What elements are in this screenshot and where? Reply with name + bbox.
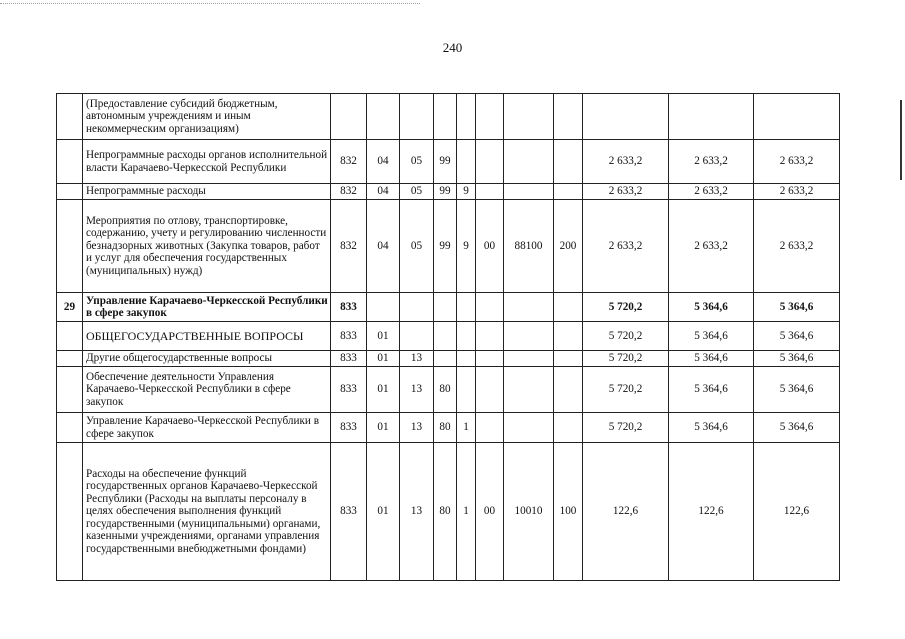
sum-year-1: 5 720,2 [583, 322, 669, 351]
target-code-4 [504, 322, 554, 351]
sum-year-1: 5 720,2 [583, 351, 669, 367]
row-number [57, 413, 83, 443]
expense-type-code [554, 293, 583, 322]
subsection-code: 13 [400, 413, 434, 443]
row-description: (Предоставление субсидий бюджетным, автономным учреждениям и иным некоммерческим организациям) [83, 94, 331, 140]
sum-year-2: 5 364,6 [669, 322, 754, 351]
sum-year-2: 2 633,2 [669, 184, 754, 200]
row-number [57, 367, 83, 413]
row-number [57, 443, 83, 581]
ved-code: 833 [331, 367, 367, 413]
subsection-code: 05 [400, 184, 434, 200]
sum-year-2: 2 633,2 [669, 140, 754, 184]
target-code-3 [476, 184, 504, 200]
target-code-3 [476, 413, 504, 443]
row-description: Непрограммные расходы органов исполнительной власти Карачаево-Черкесской Республики [83, 140, 331, 184]
section-code: 04 [367, 140, 400, 184]
ved-code: 833 [331, 293, 367, 322]
target-code-2: 9 [457, 200, 476, 293]
section-code: 01 [367, 351, 400, 367]
table-row [57, 413, 840, 443]
expense-type-code [554, 94, 583, 140]
row-number [57, 184, 83, 200]
target-code-4 [504, 184, 554, 200]
ved-code: 832 [331, 140, 367, 184]
target-code-1: 99 [434, 184, 457, 200]
ved-code: 833 [331, 351, 367, 367]
row-description: Обеспечение деятельности Управления Карачаево-Черкесской Республики в сфере закупок [83, 367, 331, 413]
target-code-1 [434, 94, 457, 140]
sum-year-2: 5 364,6 [669, 413, 754, 443]
budget-table [56, 93, 840, 581]
section-code: 01 [367, 413, 400, 443]
target-code-3 [476, 367, 504, 413]
table-row [57, 184, 840, 200]
sum-year-1: 5 720,2 [583, 413, 669, 443]
expense-type-code: 200 [554, 200, 583, 293]
section-code: 01 [367, 322, 400, 351]
target-code-3: 00 [476, 443, 504, 581]
scan-artifact-line [0, 3, 420, 4]
expense-type-code [554, 367, 583, 413]
sum-year-1: 122,6 [583, 443, 669, 581]
sum-year-3: 2 633,2 [754, 200, 840, 293]
target-code-4: 88100 [504, 200, 554, 293]
ved-code: 833 [331, 443, 367, 581]
section-code [367, 293, 400, 322]
subsection-code [400, 322, 434, 351]
target-code-4 [504, 351, 554, 367]
section-code: 04 [367, 184, 400, 200]
sum-year-2 [669, 94, 754, 140]
target-code-3 [476, 140, 504, 184]
sum-year-3: 5 364,6 [754, 351, 840, 367]
sum-year-1: 5 720,2 [583, 293, 669, 322]
row-number [57, 351, 83, 367]
ved-code: 833 [331, 413, 367, 443]
target-code-3 [476, 293, 504, 322]
target-code-2: 1 [457, 443, 476, 581]
sum-year-2: 2 633,2 [669, 200, 754, 293]
target-code-4: 10010 [504, 443, 554, 581]
target-code-1 [434, 351, 457, 367]
page-number: 240 [442, 40, 463, 55]
subsection-code: 13 [400, 443, 434, 581]
target-code-1: 80 [434, 367, 457, 413]
sum-year-3: 2 633,2 [754, 140, 840, 184]
expense-type-code [554, 184, 583, 200]
sum-year-1: 2 633,2 [583, 184, 669, 200]
section-code: 01 [367, 367, 400, 413]
scan-artifact-mark [900, 100, 902, 180]
table-row [57, 293, 840, 322]
table-row [57, 351, 840, 367]
section-code [367, 94, 400, 140]
sum-year-1: 2 633,2 [583, 200, 669, 293]
subsection-code: 05 [400, 140, 434, 184]
ved-code: 832 [331, 184, 367, 200]
ved-code: 832 [331, 200, 367, 293]
row-description: Расходы на обеспечение функций государственных органов Карачаево-Черкесской Республики (Расходы на выплаты персоналу в целях обеспечения выполнения функций государственными (муниципальными) органами, казенными учреждениями, органами управления государственными внебюджетными фондами) [83, 443, 331, 581]
target-code-4 [504, 413, 554, 443]
target-code-1: 99 [434, 140, 457, 184]
target-code-2 [457, 322, 476, 351]
table-row [57, 94, 840, 140]
row-description: Непрограммные расходы [83, 184, 331, 200]
expense-type-code [554, 351, 583, 367]
target-code-2 [457, 351, 476, 367]
table-row [57, 140, 840, 184]
row-number [57, 200, 83, 293]
sum-year-3: 5 364,6 [754, 322, 840, 351]
row-number [57, 322, 83, 351]
target-code-1: 80 [434, 443, 457, 581]
ved-code: 833 [331, 322, 367, 351]
row-number: 29 [57, 293, 83, 322]
subsection-code: 13 [400, 367, 434, 413]
row-description: ОБЩЕГОСУДАРСТВЕННЫЕ ВОПРОСЫ [83, 322, 331, 351]
sum-year-1: 5 720,2 [583, 367, 669, 413]
sum-year-1: 2 633,2 [583, 140, 669, 184]
row-description: Управление Карачаево-Черкесской Республики в сфере закупок [83, 413, 331, 443]
sum-year-3: 5 364,6 [754, 293, 840, 322]
target-code-4 [504, 94, 554, 140]
expense-type-code [554, 140, 583, 184]
expense-type-code [554, 413, 583, 443]
sum-year-3 [754, 94, 840, 140]
target-code-3: 00 [476, 200, 504, 293]
target-code-2 [457, 293, 476, 322]
subsection-code: 05 [400, 200, 434, 293]
row-number [57, 140, 83, 184]
sum-year-3: 5 364,6 [754, 413, 840, 443]
sum-year-2: 5 364,6 [669, 367, 754, 413]
target-code-2 [457, 140, 476, 184]
subsection-code: 13 [400, 351, 434, 367]
target-code-1 [434, 322, 457, 351]
target-code-2: 9 [457, 184, 476, 200]
sum-year-3: 122,6 [754, 443, 840, 581]
table-row [57, 367, 840, 413]
target-code-4 [504, 140, 554, 184]
subsection-code [400, 94, 434, 140]
target-code-2: 1 [457, 413, 476, 443]
section-code: 01 [367, 443, 400, 581]
subsection-code [400, 293, 434, 322]
sum-year-2: 5 364,6 [669, 351, 754, 367]
target-code-4 [504, 293, 554, 322]
target-code-3 [476, 94, 504, 140]
target-code-2 [457, 94, 476, 140]
target-code-4 [504, 367, 554, 413]
sum-year-2: 122,6 [669, 443, 754, 581]
target-code-2 [457, 367, 476, 413]
expense-type-code: 100 [554, 443, 583, 581]
sum-year-2: 5 364,6 [669, 293, 754, 322]
table-row [57, 443, 840, 581]
section-code: 04 [367, 200, 400, 293]
row-description: Мероприятия по отлову, транспортировке, содержанию, учету и регулированию численности безнадзорных животных (Закупка товаров, работ и услуг для обеспечения государственных (муниципальных) нужд) [83, 200, 331, 293]
expense-type-code [554, 322, 583, 351]
sum-year-3: 2 633,2 [754, 184, 840, 200]
target-code-1 [434, 293, 457, 322]
row-description: Управление Карачаево-Черкесской Республики в сфере закупок [83, 293, 331, 322]
target-code-3 [476, 322, 504, 351]
sum-year-1 [583, 94, 669, 140]
ved-code [331, 94, 367, 140]
table-row [57, 200, 840, 293]
target-code-1: 99 [434, 200, 457, 293]
table-row [57, 322, 840, 351]
target-code-1: 80 [434, 413, 457, 443]
row-description: Другие общегосударственные вопросы [83, 351, 331, 367]
target-code-3 [476, 351, 504, 367]
row-number [57, 94, 83, 140]
sum-year-3: 5 364,6 [754, 367, 840, 413]
